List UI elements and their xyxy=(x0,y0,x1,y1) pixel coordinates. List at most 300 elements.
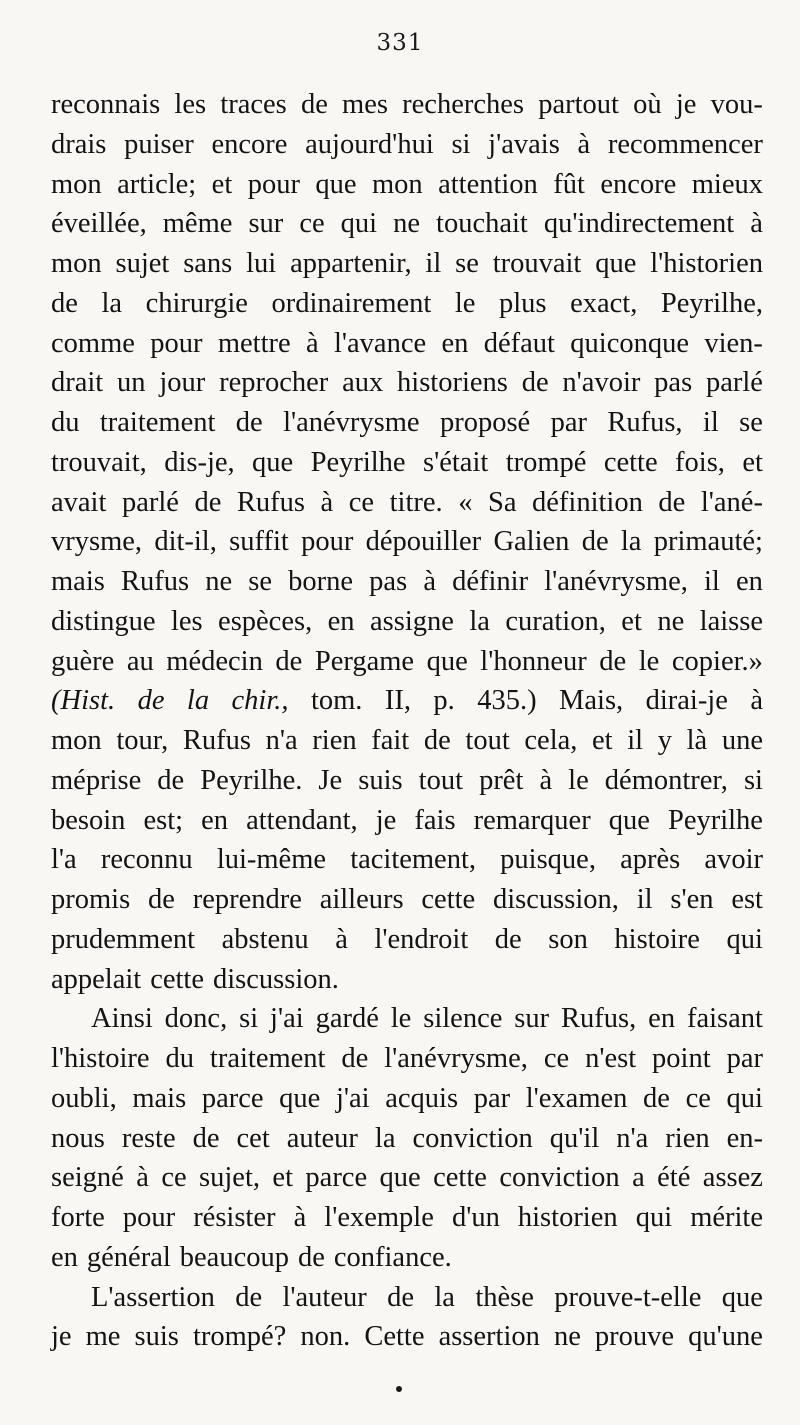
word: ne xyxy=(205,566,233,597)
word: cette xyxy=(603,446,658,478)
word: que xyxy=(595,248,637,279)
text-line xyxy=(51,1238,763,1278)
word: mais xyxy=(51,566,105,597)
word: nous xyxy=(51,1122,105,1154)
word: tout xyxy=(465,725,510,756)
text-line xyxy=(51,1079,763,1119)
word: son xyxy=(548,923,588,955)
word: le xyxy=(454,287,476,319)
word: de xyxy=(521,367,549,399)
word: prouve xyxy=(594,1321,675,1353)
word: forte xyxy=(51,1202,105,1233)
body-text xyxy=(51,85,763,1357)
word: et xyxy=(621,605,642,637)
text-line xyxy=(51,1119,763,1159)
word: gardé xyxy=(315,1003,379,1035)
word: dirai-je xyxy=(645,685,728,717)
word: en xyxy=(735,566,763,597)
word: l'histoire xyxy=(51,1043,150,1074)
word: par xyxy=(473,1082,511,1114)
word: puiser xyxy=(124,128,194,160)
word: qui xyxy=(726,923,763,955)
text-line xyxy=(51,244,763,284)
word: reste xyxy=(121,1122,176,1154)
word: fût xyxy=(553,168,585,200)
word: abstenu xyxy=(221,923,309,955)
text-line xyxy=(51,443,763,483)
word: acquis xyxy=(385,1082,459,1114)
word: sur xyxy=(248,208,284,240)
word: vou- xyxy=(710,89,763,120)
word: touchait xyxy=(436,208,528,240)
word: copier.» xyxy=(671,645,763,677)
word: recommencer xyxy=(607,128,763,160)
word: discussion, xyxy=(493,884,619,915)
word: lui xyxy=(246,248,277,279)
word: de xyxy=(341,1043,369,1074)
word: trouvait, xyxy=(51,446,147,478)
word: reconnais xyxy=(51,89,161,120)
word: silence xyxy=(423,1003,503,1035)
word: traces xyxy=(220,89,287,120)
word: drais xyxy=(51,128,107,160)
text-line xyxy=(51,483,763,523)
word: s'était xyxy=(423,446,489,478)
word: chir., xyxy=(231,685,289,717)
word: recherches xyxy=(402,89,524,120)
word: ne xyxy=(553,1321,581,1353)
word: parlé xyxy=(121,486,179,518)
word: Rufus xyxy=(182,725,251,756)
word: là xyxy=(686,725,708,756)
word: traitement xyxy=(99,407,216,438)
word: en xyxy=(51,1241,78,1273)
word: dit-il, xyxy=(154,526,217,558)
text-line xyxy=(51,920,763,960)
word: remarquer xyxy=(473,804,591,836)
word: que xyxy=(252,446,294,478)
word: tom. xyxy=(310,685,363,717)
word: mettre xyxy=(217,327,291,359)
word: ce xyxy=(161,1162,187,1194)
word: l'historien xyxy=(650,248,763,279)
word: je xyxy=(675,89,697,120)
word: vien- xyxy=(704,327,763,359)
word: besoin xyxy=(51,804,126,836)
word: les xyxy=(174,89,207,120)
word: proposé xyxy=(439,407,531,438)
text-line xyxy=(51,165,763,205)
word: l'anévrysme, xyxy=(384,1043,528,1074)
word: pour xyxy=(301,526,354,558)
word: guère xyxy=(51,645,115,677)
word: le xyxy=(638,645,660,677)
word: de xyxy=(494,923,522,955)
text-line xyxy=(51,999,763,1039)
word: il xyxy=(636,884,653,915)
word: ce xyxy=(299,208,325,240)
word: du xyxy=(51,407,80,438)
word: confiance. xyxy=(333,1241,452,1273)
word: puisque, xyxy=(500,844,596,876)
word: historiens xyxy=(397,367,508,399)
word: de xyxy=(581,526,609,558)
word: est; xyxy=(143,804,184,836)
word: Galien xyxy=(493,526,570,558)
word: reconnu xyxy=(100,844,193,876)
word: reprendre xyxy=(192,884,302,915)
word: est xyxy=(731,884,763,915)
word: résister xyxy=(193,1202,276,1233)
word: pour xyxy=(247,168,300,200)
word: ce xyxy=(543,1043,570,1074)
word: à xyxy=(320,486,334,518)
word: l'ané- xyxy=(700,486,763,518)
word: à xyxy=(423,566,436,597)
word: de xyxy=(194,486,222,518)
word: non. xyxy=(300,1321,351,1353)
word: une xyxy=(721,725,763,756)
word: prudemment xyxy=(51,923,196,955)
word: pour xyxy=(122,1202,176,1233)
word: y xyxy=(657,725,672,756)
word: en xyxy=(327,605,355,637)
word: qui xyxy=(635,1202,673,1233)
word: au xyxy=(126,645,154,677)
word: lui-même xyxy=(216,844,327,876)
word: l'examen xyxy=(525,1082,628,1114)
word: suis xyxy=(134,1321,179,1353)
text-line xyxy=(51,204,763,244)
word: thèse xyxy=(475,1281,534,1313)
word: mais xyxy=(132,1082,187,1114)
word: après xyxy=(620,844,681,876)
word: trouvait xyxy=(492,248,582,279)
word: sans xyxy=(183,248,233,279)
word: ne xyxy=(393,208,421,240)
word: trompé? xyxy=(192,1321,287,1353)
word: plus xyxy=(499,287,547,319)
word: en xyxy=(648,1003,676,1035)
word: ordinairement xyxy=(271,287,432,319)
word: appelait xyxy=(51,963,142,995)
word: l'honneur xyxy=(480,645,587,677)
word: s'en xyxy=(670,884,714,915)
word: dis-je, xyxy=(164,446,235,478)
text-line xyxy=(51,602,763,642)
word: parce xyxy=(201,1082,264,1114)
word: j'ai xyxy=(335,1082,370,1114)
word: Rufus xyxy=(236,486,305,518)
word: qu'une xyxy=(688,1321,763,1353)
word: donc, xyxy=(164,1003,228,1035)
word: cette xyxy=(433,1162,487,1194)
word: seigné xyxy=(51,1162,124,1194)
word: de xyxy=(192,1122,220,1154)
word: laisse xyxy=(699,605,763,637)
word: médecin xyxy=(166,645,263,677)
word: p. xyxy=(433,685,455,717)
text-line xyxy=(51,840,763,880)
word: n'est xyxy=(585,1043,637,1074)
word: se xyxy=(248,566,272,597)
word: quiconque xyxy=(570,327,689,359)
text-line xyxy=(51,681,763,721)
word: à xyxy=(293,1202,307,1233)
word: L'assertion xyxy=(91,1281,215,1313)
word: titre. xyxy=(389,486,443,518)
word: la xyxy=(186,685,210,717)
word: prouve-t-elle xyxy=(554,1281,702,1313)
text-line xyxy=(51,1039,763,1079)
word: de xyxy=(599,645,627,677)
word: rien xyxy=(312,725,357,756)
word: chirurgie xyxy=(145,287,248,319)
word: suis xyxy=(358,764,403,796)
word: borne xyxy=(288,566,354,597)
word: où xyxy=(633,89,662,120)
word: Rufus xyxy=(120,566,190,597)
text-line xyxy=(51,761,763,801)
word: de xyxy=(235,407,263,438)
word: sujet xyxy=(115,248,170,279)
word: beaucoup xyxy=(179,1241,289,1273)
word: histoire xyxy=(614,923,700,955)
word: suffit xyxy=(229,526,289,558)
word: sujet, xyxy=(199,1162,260,1194)
word: l'avance xyxy=(333,327,427,359)
word: mérite xyxy=(690,1202,763,1233)
word: l'a xyxy=(51,844,77,876)
word: de xyxy=(147,884,175,915)
word: à xyxy=(577,128,591,160)
word: démontrer, xyxy=(604,764,728,796)
word: mon xyxy=(51,168,102,200)
word: en xyxy=(201,804,229,836)
word: par xyxy=(550,407,587,438)
word: qu'indirectement xyxy=(543,208,735,240)
word: que xyxy=(379,1162,421,1194)
text-line xyxy=(51,801,763,841)
word: il xyxy=(704,566,720,597)
word: mon xyxy=(51,248,102,279)
page-number: 331 xyxy=(376,30,424,56)
word: Rufus, xyxy=(561,1003,637,1035)
word: et xyxy=(742,446,763,478)
word: oubli, xyxy=(51,1082,117,1114)
word: aux xyxy=(342,367,384,399)
word: que xyxy=(315,168,357,200)
word: du xyxy=(165,1043,194,1074)
text-line xyxy=(51,1278,763,1318)
word: Peyrilhe, xyxy=(660,287,763,319)
word: espèces, xyxy=(218,605,313,637)
word: fais xyxy=(414,804,456,836)
word: exact, xyxy=(570,287,638,319)
word: et xyxy=(592,725,613,756)
word: avoir xyxy=(704,844,763,876)
text-line xyxy=(51,403,763,443)
word: cela, xyxy=(524,725,578,756)
word: prêt xyxy=(479,764,524,796)
word: comme xyxy=(51,327,135,359)
word: ailleurs xyxy=(319,884,404,915)
word: il xyxy=(702,407,719,438)
word: de xyxy=(51,287,78,319)
word: défaut xyxy=(483,327,555,359)
word: conviction xyxy=(499,1162,620,1194)
word: ne xyxy=(657,605,685,637)
word: faisant xyxy=(686,1003,763,1035)
word: de xyxy=(235,1281,263,1313)
word: il xyxy=(425,248,442,279)
text-line xyxy=(51,125,763,165)
word: parce xyxy=(305,1162,368,1194)
word: Mais, xyxy=(559,685,624,717)
word: traitement xyxy=(209,1043,326,1074)
text-line xyxy=(51,1317,763,1357)
word: de xyxy=(387,1281,415,1313)
word: en- xyxy=(726,1122,763,1154)
word: il xyxy=(627,725,644,756)
word: à xyxy=(136,1162,149,1194)
word: Je xyxy=(318,764,343,796)
word: pour xyxy=(150,327,203,359)
word: attendant, xyxy=(246,804,358,836)
word: Peyrilhe xyxy=(310,446,406,478)
word: si xyxy=(743,764,763,796)
word: que xyxy=(279,1082,321,1114)
word: aujourd'hui xyxy=(305,128,434,160)
text-line xyxy=(51,1198,763,1238)
word: ce xyxy=(348,486,375,518)
word: la xyxy=(620,526,642,558)
word: et xyxy=(272,1162,293,1194)
word: par xyxy=(726,1043,763,1074)
text-line xyxy=(51,284,763,324)
word: Ainsi xyxy=(91,1003,153,1035)
word: assez xyxy=(702,1162,763,1194)
word: avait xyxy=(51,486,107,518)
text-line xyxy=(51,1158,763,1198)
word: un xyxy=(117,367,146,399)
word: méprise xyxy=(51,764,142,796)
word: que xyxy=(721,1281,763,1313)
word: Cette xyxy=(364,1321,425,1353)
word: je xyxy=(375,804,397,836)
word: point xyxy=(652,1043,711,1074)
word: curation, xyxy=(505,605,606,637)
word: dépouiller xyxy=(365,526,482,558)
word: l'anévrysme, xyxy=(544,566,688,597)
word: d'un xyxy=(451,1202,500,1233)
word: cet xyxy=(236,1122,270,1154)
word: et xyxy=(211,168,233,200)
word: la xyxy=(434,1281,455,1313)
word: l'exemple xyxy=(324,1202,434,1233)
word: article; xyxy=(117,168,197,200)
word: mieux xyxy=(691,168,763,200)
word: encore xyxy=(211,128,288,160)
word: Peyrilhe xyxy=(667,804,763,836)
text-line xyxy=(51,642,763,682)
word: de xyxy=(658,486,686,518)
word: j'ai xyxy=(270,1003,304,1035)
text-line xyxy=(51,960,763,1000)
word: historien xyxy=(517,1202,618,1233)
word: sur xyxy=(514,1003,550,1035)
word: (Hist. xyxy=(51,685,116,717)
printer-mark xyxy=(396,1386,402,1392)
word: ce xyxy=(685,1082,711,1114)
word: de xyxy=(643,1082,670,1114)
word: l'auteur xyxy=(282,1281,367,1313)
word: se xyxy=(455,248,479,279)
text-line xyxy=(51,562,763,602)
word: primauté; xyxy=(653,526,763,558)
word: la xyxy=(374,1122,396,1154)
word: tout xyxy=(418,764,463,796)
word: promis xyxy=(51,884,131,915)
word: que xyxy=(608,804,650,836)
word: rien xyxy=(665,1122,710,1154)
word: encore xyxy=(600,168,677,200)
word: trompé xyxy=(505,446,587,478)
word: été xyxy=(657,1162,691,1194)
word: assigne xyxy=(369,605,454,637)
word: définir xyxy=(452,566,529,597)
word: de xyxy=(157,764,185,796)
word: conviction xyxy=(412,1122,533,1154)
word: jour xyxy=(159,367,206,399)
word: à xyxy=(750,208,763,240)
word: vrysme, xyxy=(51,526,143,558)
word: tour, xyxy=(116,725,169,756)
text-line xyxy=(51,324,763,364)
word: pas xyxy=(369,566,408,597)
word: que xyxy=(426,645,468,677)
word: distingue xyxy=(51,605,156,637)
word: les xyxy=(170,605,203,637)
word: n'a xyxy=(616,1122,649,1154)
text-line xyxy=(51,880,763,920)
word: « xyxy=(458,486,473,518)
word: II, xyxy=(384,685,411,717)
word: le xyxy=(390,1003,412,1035)
word: attention xyxy=(438,168,538,200)
word: fait xyxy=(371,725,410,756)
word: je xyxy=(51,1321,72,1353)
word: 435.) xyxy=(477,685,537,717)
word: me xyxy=(85,1321,121,1353)
word: assertion xyxy=(438,1321,540,1353)
text-line xyxy=(51,85,763,125)
word: de xyxy=(300,89,328,120)
word: cette xyxy=(421,884,476,915)
word: pas xyxy=(654,367,693,399)
word: mes xyxy=(342,89,388,120)
word: la xyxy=(101,287,123,319)
word: à xyxy=(335,923,348,955)
word: à xyxy=(750,685,763,717)
word: j'avais xyxy=(488,128,560,160)
word: partout xyxy=(538,89,619,120)
word: général xyxy=(86,1241,171,1273)
word: se xyxy=(739,407,763,438)
word: fois, xyxy=(675,446,725,478)
word: de xyxy=(275,645,303,677)
word: auteur xyxy=(286,1122,358,1154)
